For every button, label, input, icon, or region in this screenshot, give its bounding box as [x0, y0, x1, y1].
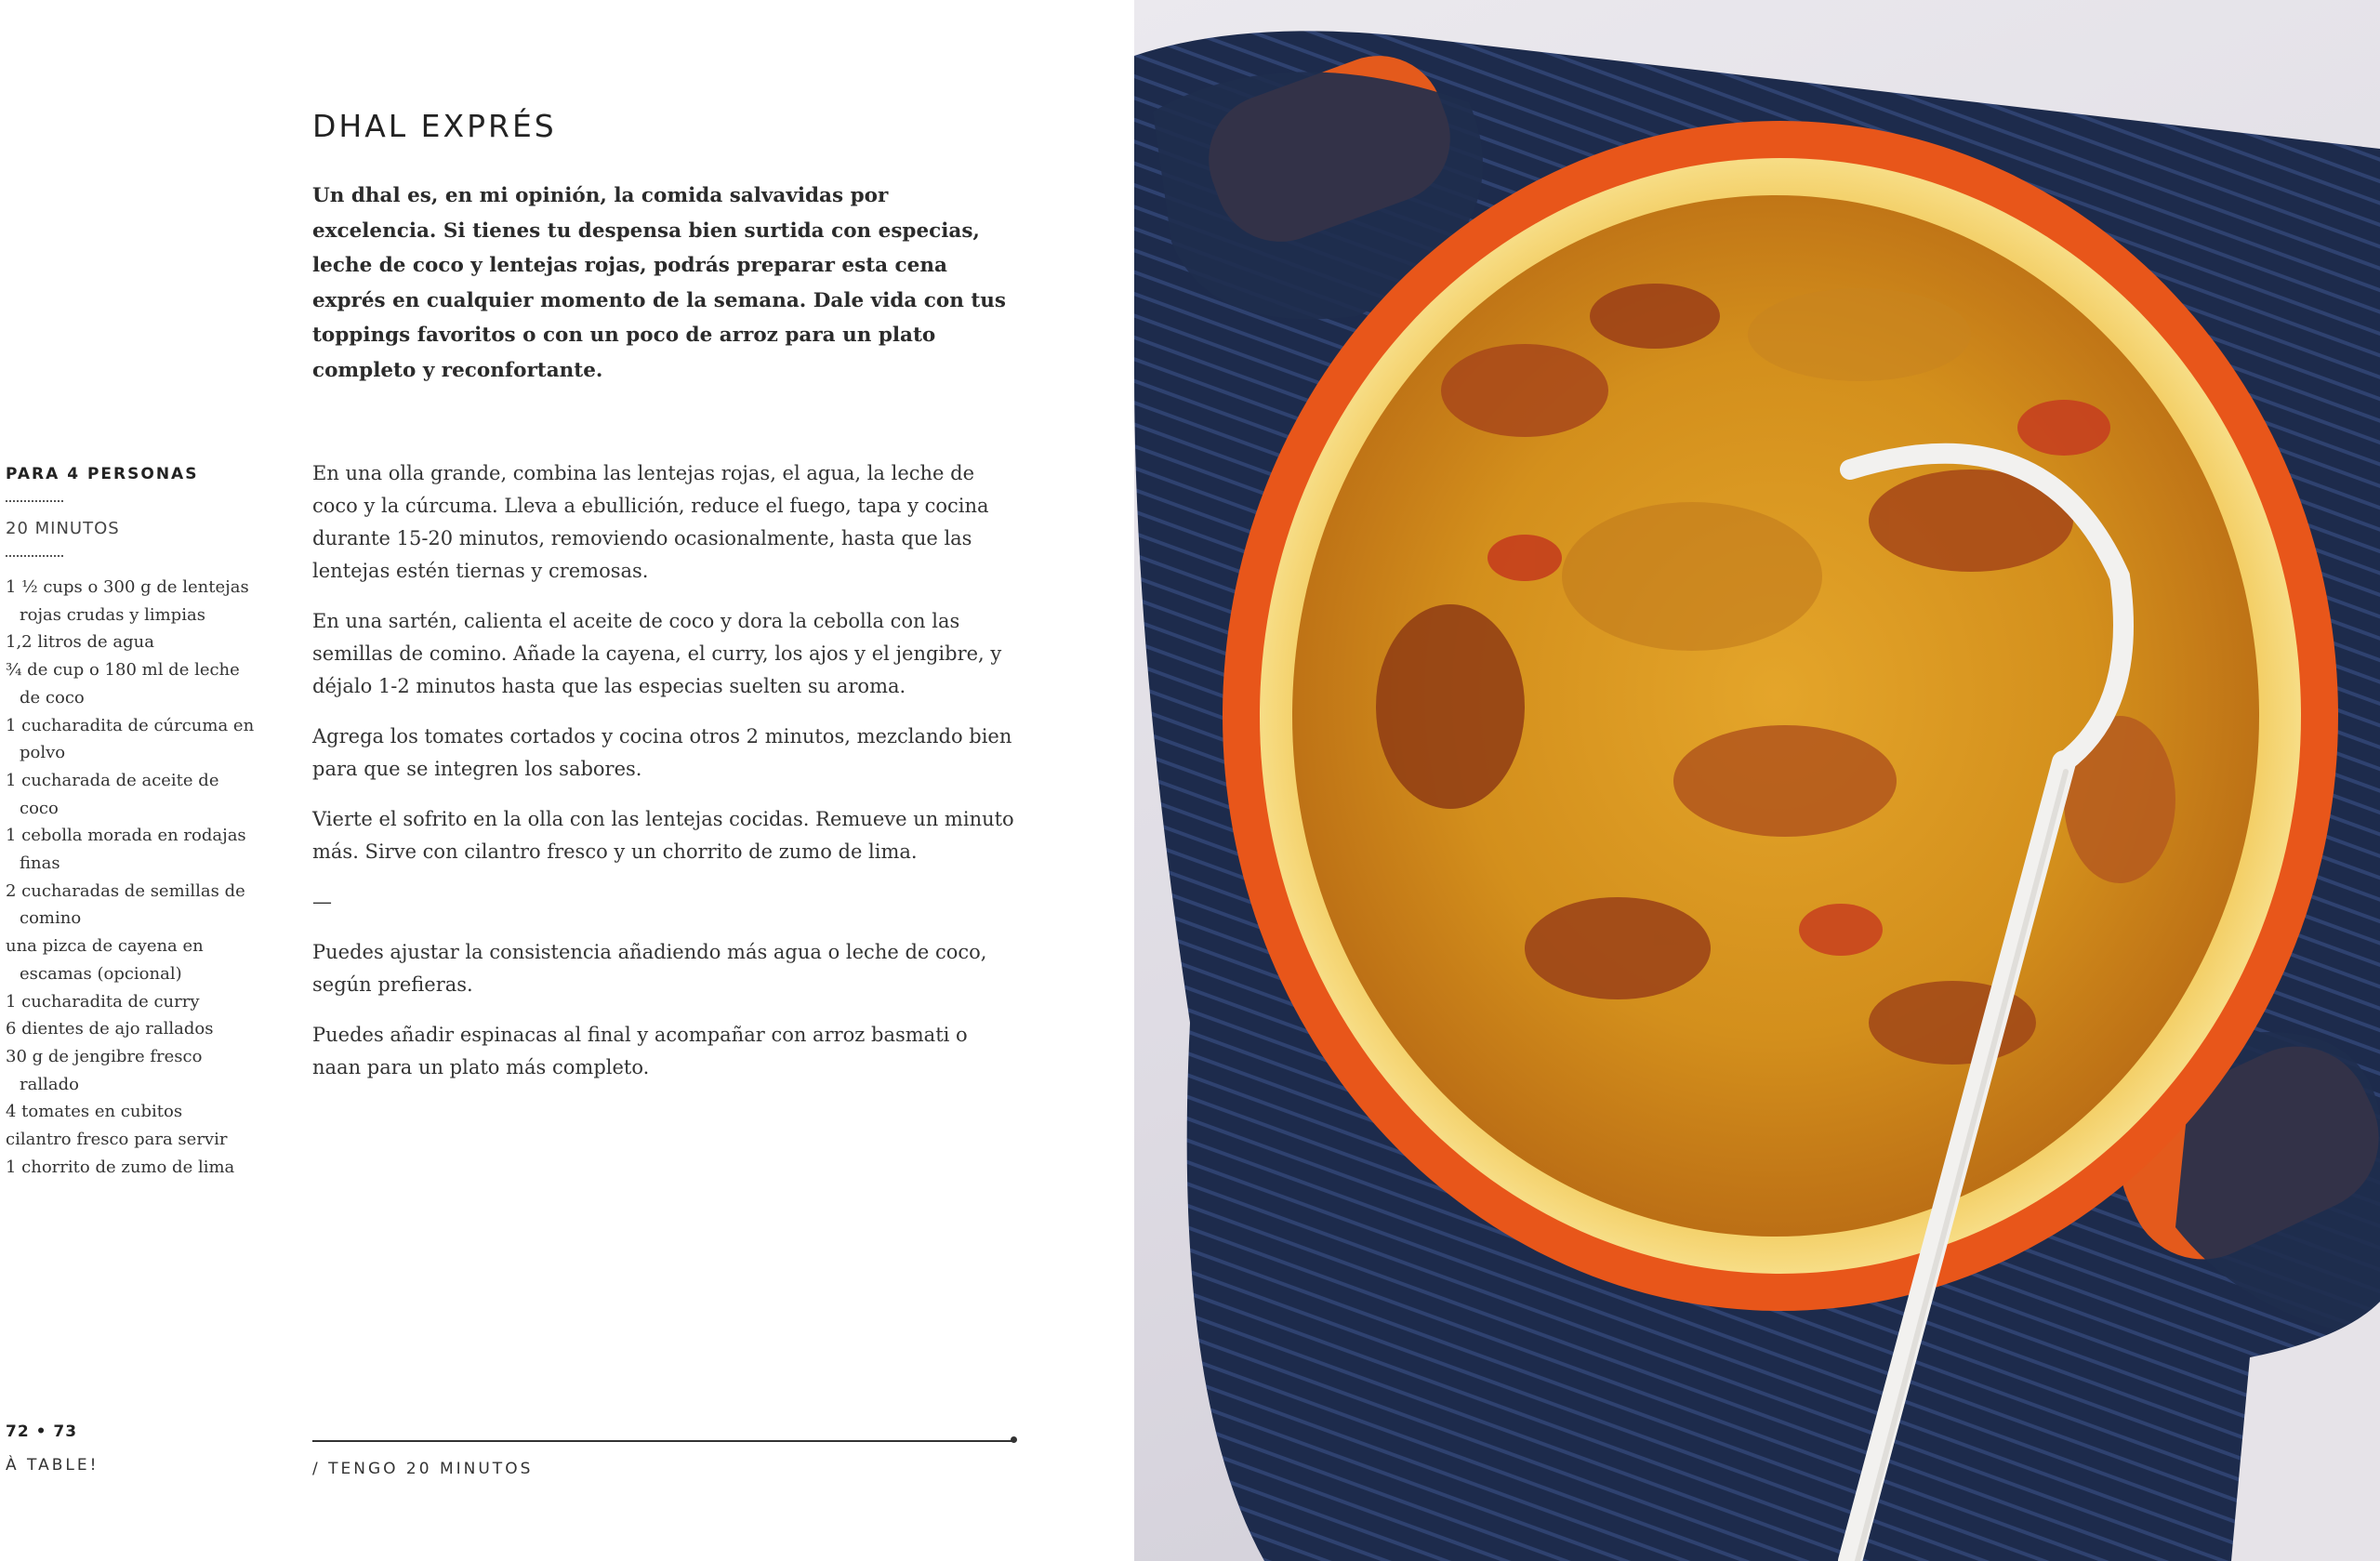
ingredient-item: 4 tomates en cubitos — [6, 1102, 183, 1122]
ingredient-item: 1,2 litros de agua — [6, 632, 154, 653]
method-section — [312, 457, 1019, 1102]
ingredient-item: 1 cucharadita de curry — [6, 991, 200, 1012]
recipe-meta — [6, 465, 257, 1181]
left-page — [0, 0, 1134, 1561]
method-step: Vierte el sofrito en la olla con las lentejas cocidas. Remueve un minuto más. Sirve con cilantro fresco y un chorrito de zumo de lima. — [312, 808, 1014, 863]
footer-rule-dot — [1011, 1436, 1017, 1443]
page-folio — [6, 1422, 99, 1475]
ingredient-item: 1 cucharada de aceite de coco — [6, 770, 219, 818]
dotted-divider — [6, 500, 63, 502]
ingredient-item: 30 g de jengibre fresco rallado — [6, 1046, 203, 1094]
ingredient-item: 2 cucharadas de semillas de comino — [6, 880, 245, 929]
ingredient-item: 6 dientes de ajo rallados — [6, 1019, 214, 1039]
section-label: / TENGO 20 MINUTOS — [312, 1460, 534, 1478]
method-step: En una olla grande, combina las lentejas rojas, el agua, la leche de coco y la cúrcuma. Lleva a ebullición, reduce el fuego, tapa y cocina durante 15-20 minutos, removiendo ocasionalmente, hasta que las lentejas estén tiernas y cremosas. — [312, 462, 989, 582]
recipe-title: DHAL EXPRÉS — [312, 108, 557, 144]
ingredient-list — [6, 574, 257, 1181]
servings-label: PARA 4 PERSONAS — [6, 465, 199, 483]
page-numbers: 72 • 73 — [6, 1422, 78, 1441]
recipe-intro: Un dhal es, en mi opinión, la comida salvavidas por excelencia. Si tienes tu despensa bien surtida con especias, leche de coco y lentejas rojas, podrás preparar esta cena exprés en cualquier momento de la semana. Dale vida con tus toppings favoritos o con un poco de arroz para un plato completo y reconfortante. — [312, 184, 1006, 382]
notes-separator: — — [312, 891, 332, 913]
recipe-note: Puedes ajustar la consistencia añadiendo más agua o leche de coco, según prefieras. — [312, 941, 987, 996]
ingredient-item: 1 chorrito de zumo de lima — [6, 1157, 235, 1177]
ingredient-item: 1 ½ cups o 300 g de lentejas rojas crudas y limpias — [6, 577, 249, 625]
ingredient-item: ¾ de cup o 180 ml de leche de coco — [6, 660, 240, 708]
ingredient-item: una pizca de cayena en escamas (opcional) — [6, 936, 204, 984]
book-title: À TABLE! — [6, 1456, 99, 1475]
ingredient-item: 1 cucharadita de cúrcuma en polvo — [6, 715, 255, 763]
dhal-pot-illustration — [1134, 0, 2380, 1561]
method-step: Agrega los tomates cortados y cocina otros 2 minutos, mezclando bien para que se integren los sabores. — [312, 725, 1012, 780]
time-label: 20 MINUTOS — [6, 519, 120, 538]
ingredient-item: 1 cebolla morada en rodajas finas — [6, 826, 246, 874]
method-step: En una sartén, calienta el aceite de coco y dora la cebolla con las semillas de comino. Añade la cayena, el curry, los ajos y el jengibre, y déjalo 1-2 minutos hasta que las especias suelten su aroma. — [312, 610, 1002, 697]
dotted-divider — [6, 555, 63, 557]
ingredient-item: cilantro fresco para servir — [6, 1130, 228, 1150]
dhal-photo — [1134, 0, 2380, 1561]
recipe-note: Puedes añadir espinacas al final y acompañar con arroz basmati o naan para un plato más completo. — [312, 1024, 968, 1078]
footer-rule — [312, 1440, 1013, 1442]
